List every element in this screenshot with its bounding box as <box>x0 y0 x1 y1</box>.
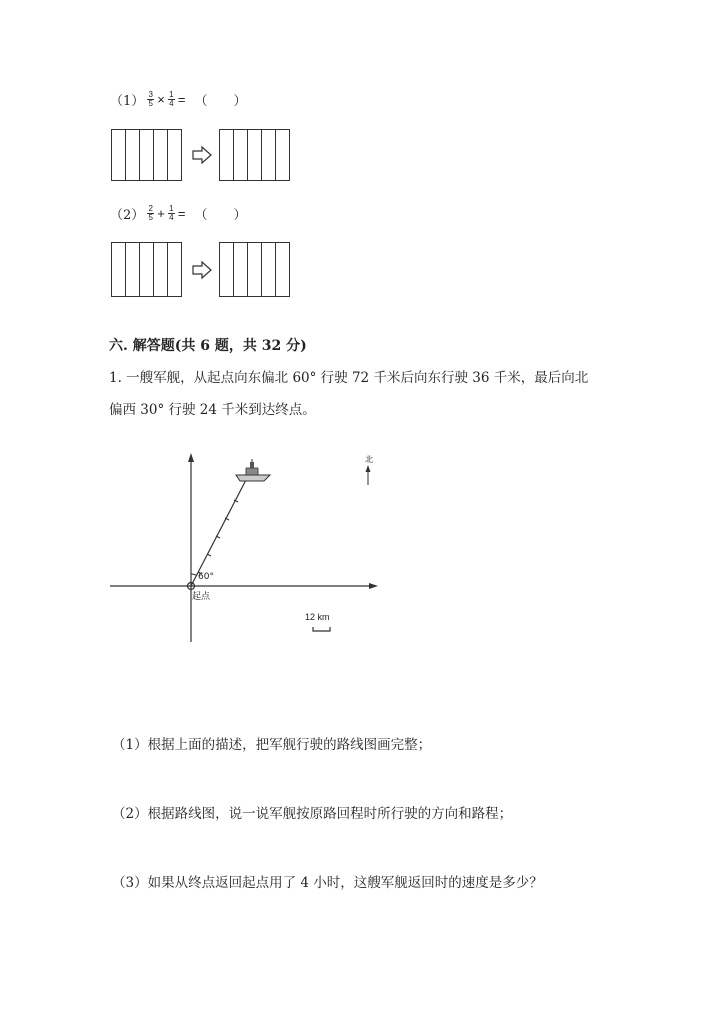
fraction-denominator: 5 <box>148 99 153 108</box>
answer-blank[interactable]: （ ） <box>194 94 247 109</box>
multiply-sign: × <box>157 92 165 107</box>
right-arrow-icon <box>191 260 213 280</box>
exercise-1-label: （1） <box>110 94 145 109</box>
fraction-numerator: 1 <box>169 90 174 99</box>
exercise-1-expression <box>110 90 246 109</box>
origin-label: 起点 <box>192 592 211 602</box>
fraction-grid-left-2 <box>111 242 182 297</box>
fraction-one-fourth <box>168 205 175 222</box>
route-diagram[interactable] <box>100 445 400 645</box>
problem-1-line-2: 偏西 30° 行驶 24 千米到达终点。 <box>109 402 316 418</box>
fraction-one-fourth <box>168 91 175 108</box>
north-axis-arrowhead <box>188 453 194 462</box>
north-label: 北 <box>365 455 373 464</box>
fraction-grid-right-1[interactable] <box>219 129 290 181</box>
fraction-grid-right-2[interactable] <box>219 242 290 297</box>
fraction-denominator: 5 <box>148 213 153 222</box>
equals-sign: = <box>177 206 186 221</box>
fraction-denominator: 4 <box>169 99 174 108</box>
sub-question-2: （2）根据路线图，说一说军舰按原路回程时所行驶的方向和路程； <box>112 806 513 822</box>
fraction-three-fifths <box>147 91 154 108</box>
route-tick-marks <box>198 500 238 574</box>
scale-bar <box>313 627 330 631</box>
plus-sign: + <box>157 206 165 221</box>
equals-sign: = <box>177 92 186 107</box>
sub-question-3: （3）如果从终点返回起点用了 4 小时，这艘军舰返回时的速度是多少？ <box>112 875 543 891</box>
exercise-2-label: （2） <box>110 208 145 223</box>
exercise-2-expression <box>110 204 246 223</box>
angle-arc <box>191 574 197 576</box>
fraction-numerator: 2 <box>148 204 153 213</box>
fraction-denominator: 4 <box>169 213 174 222</box>
problem-1-line-1: 1. 一艘军舰，从起点向东偏北 60° 行驶 72 千米后向东行驶 36 千米，最后向北 <box>109 370 589 386</box>
angle-label: 60° <box>198 572 214 582</box>
scale-label: 12 km <box>305 612 330 622</box>
sub-question-1: （1）根据上面的描述，把军舰行驶的路线图画完整； <box>112 737 432 753</box>
fraction-grid-left-1 <box>111 129 182 181</box>
warship-icon <box>236 459 270 481</box>
route-segment-1 <box>191 478 247 586</box>
fraction-two-fifths <box>147 205 154 222</box>
east-axis-arrowhead <box>369 583 378 589</box>
fraction-numerator: 1 <box>169 204 174 213</box>
fraction-numerator: 3 <box>148 90 153 99</box>
right-arrow-icon <box>191 145 213 165</box>
section-title: 六. 解答题(共 6 题，共 32 分) <box>109 338 307 354</box>
answer-blank[interactable]: （ ） <box>194 208 247 223</box>
problem-1-text <box>109 362 629 426</box>
